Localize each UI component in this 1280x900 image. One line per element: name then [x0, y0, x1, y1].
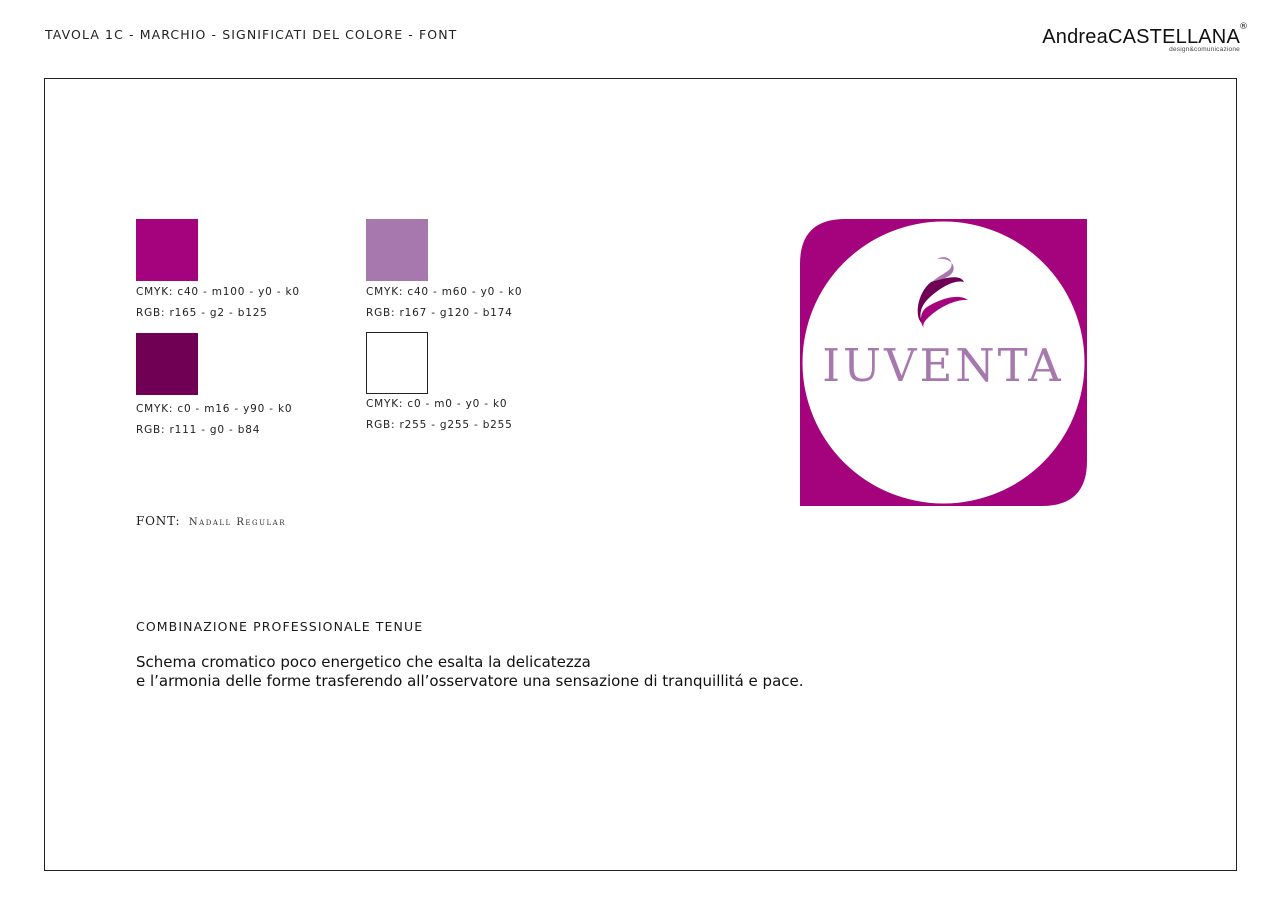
combination-line-2: e l’armonia delle forme trasferendo all’osservatore una sensazione di tranquillitá e pace.: [136, 672, 804, 690]
swatch-white-cmyk: CMYK: c0 - m0 - y0 - k0: [366, 398, 508, 410]
combination-line-1: Schema cromatico poco energetico che esalta la delicatezza: [136, 653, 591, 671]
combination-description: [136, 653, 804, 691]
font-label: FONT:: [136, 514, 181, 528]
brand-logo: [1042, 22, 1248, 53]
swatch-magenta: [136, 219, 198, 281]
swatch-white: [366, 332, 428, 394]
brand-tagline: design&comunicazione: [1169, 46, 1240, 53]
swatch-white-rgb: RGB: r255 - g255 - b255: [366, 419, 513, 431]
header-title: TAVOLA 1C - MARCHIO - SIGNIFICATI DEL COLORE - FONT: [45, 27, 458, 42]
swatch-magenta-info: [136, 282, 300, 324]
swatch-lilac: [366, 219, 428, 281]
registered-mark: ®: [1239, 22, 1248, 32]
iuventa-logo: [800, 219, 1087, 506]
font-spec: [136, 514, 286, 528]
logo-wordmark: IUVENTA: [822, 339, 1064, 392]
swatch-magenta-rgb: RGB: r165 - g2 - b125: [136, 307, 268, 319]
swatch-white-info: [366, 394, 513, 436]
font-name: Nadall Regular: [188, 517, 286, 528]
swatch-plum-rgb: RGB: r111 - g0 - b84: [136, 424, 261, 436]
swatch-plum-cmyk: CMYK: c0 - m16 - y90 - k0: [136, 403, 293, 415]
swatch-plum-info: [136, 399, 292, 441]
swatch-magenta-cmyk: CMYK: c40 - m100 - y0 - k0: [136, 286, 300, 298]
brand-name-last: CASTELLANA: [1107, 26, 1240, 48]
combination-title: COMBINAZIONE PROFESSIONALE TENUE: [136, 619, 424, 634]
swatch-lilac-rgb: RGB: r167 - g120 - b174: [366, 307, 513, 319]
brand-name-first: Andrea: [1042, 26, 1108, 48]
swatch-plum: [136, 333, 198, 395]
swatch-lilac-info: [366, 282, 522, 324]
swatch-lilac-cmyk: CMYK: c40 - m60 - y0 - k0: [366, 286, 523, 298]
